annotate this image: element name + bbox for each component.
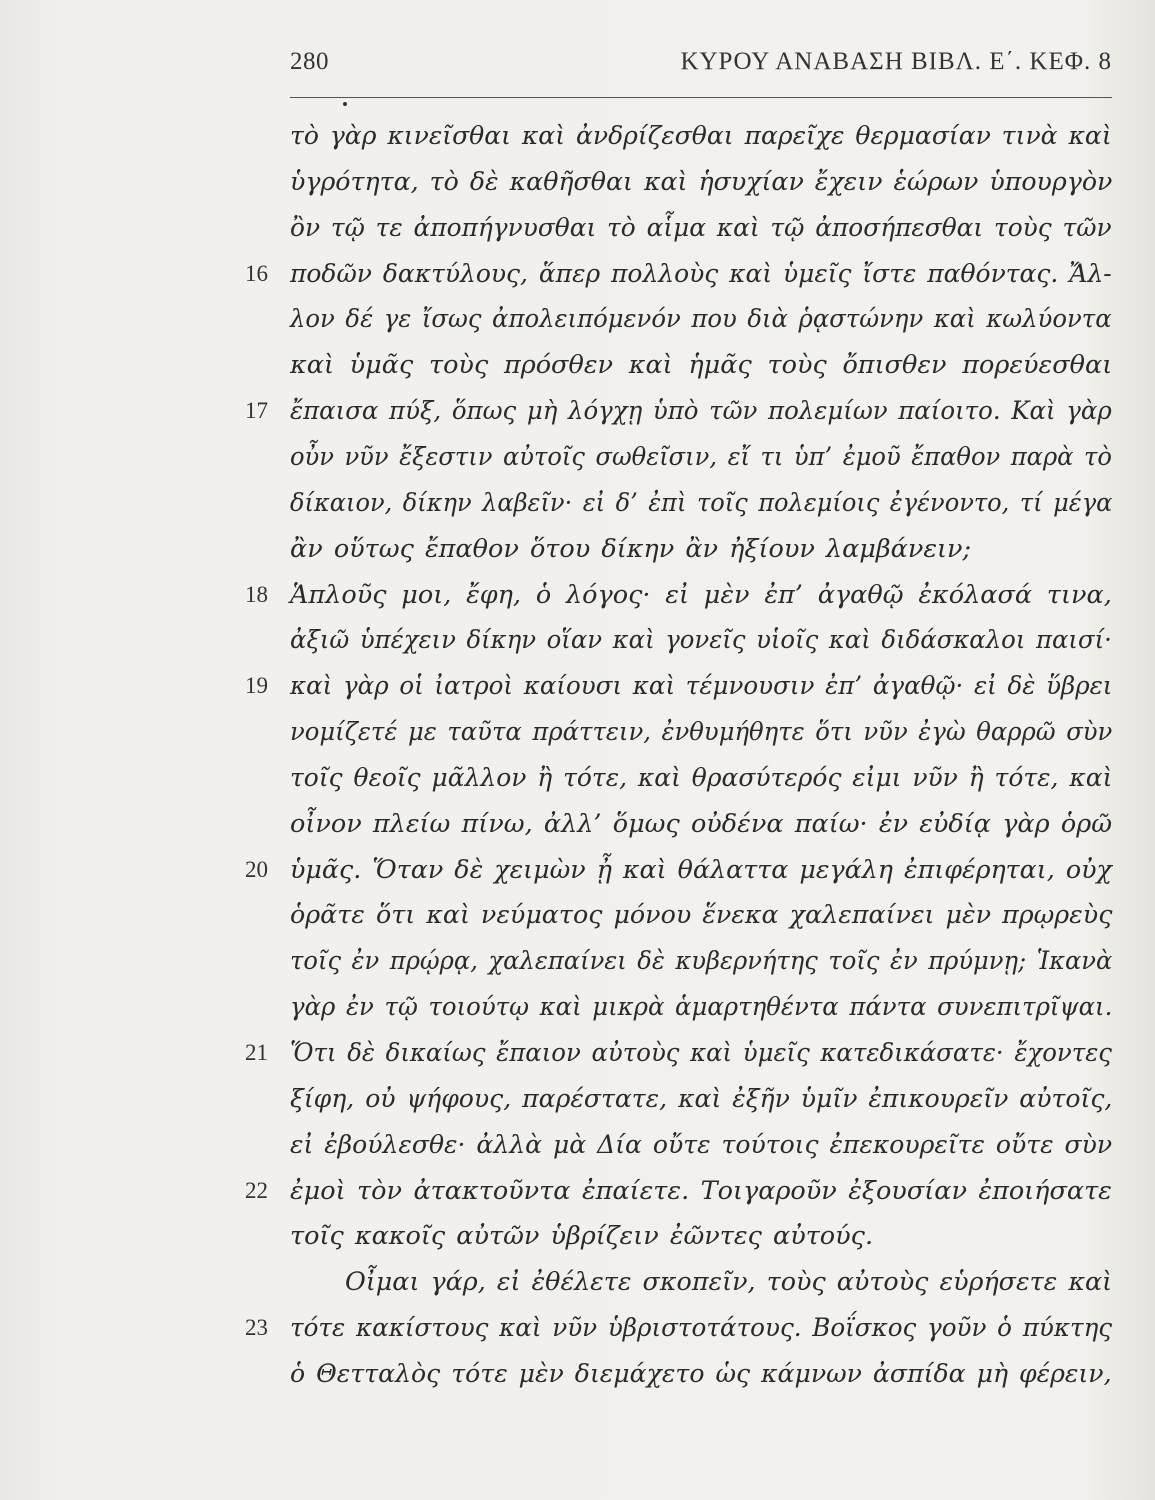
line-text: ὂν τῷ τε ἀποπήγνυσθαι τὸ αἷμα καὶ τῷ ἀποσήπεσθαι τοὺς τῶν (290, 212, 1112, 243)
line-text: ξίφη, οὐ ψήφους, παρέστατε, καὶ ἐξῆν ὑμῖν ἐπικουρεῖν αὐτοῖς, (290, 1083, 1113, 1114)
line-text: οἶνον πλείω πίνω, ἀλλ’ ὅμως οὐδένα παίω· ἐν εὐδίᾳ γὰρ ὁρῶ (290, 808, 1112, 839)
line-text: Ὅτι δὲ δικαίως ἔπαιον αὐτοὺς καὶ ὑμεῖς κατεδικάσατε· ἔχοντες (290, 1038, 1112, 1068)
line-text: τοῖς ἐν πρῴρᾳ, χαλεπαίνει δὲ κυβερνήτης τοῖς ἐν πρύμνῃ; Ἱκανὰ (290, 946, 1113, 977)
line-text: ἀξιῶ ὑπέχειν δίκην οἵαν καὶ γονεῖς υἱοῖς καὶ διδάσκαλοι παισί· (290, 625, 1112, 656)
line-text: ἐμοὶ τὸν ἀτακτοῦντα ἐπαίετε. Τοιγαροῦν ἐξουσίαν ἐποιήσατε (290, 1175, 1112, 1206)
running-head: ΚΥΡΟΥ ΑΝΑΒΑΣΗ ΒΙΒΛ. Ε΄. ΚΕΦ. 8 (680, 48, 1112, 75)
line-text: λον δέ γε ἴσως ἀπολειπόμενόν που διὰ ῥᾳστώνην καὶ κωλύοντα (290, 304, 1112, 335)
line-text: τοῖς κακοῖς αὐτῶν ὑβρίζειν ἐῶντες αὐτούς. (290, 1221, 874, 1252)
line-text: τότε κακίστους καὶ νῦν ὑβριστοτάτους. Βοΐσκος γοῦν ὁ πύκτης (290, 1313, 1113, 1344)
line-text: Οἶμαι γάρ, εἰ ἐθέλετε σκοπεῖν, τοὺς αὐτοὺς εὑρήσετε καὶ (345, 1267, 1113, 1298)
line-text: νομίζετέ με ταῦτα πράττειν, ἐνθυμήθητε ὅτι νῦν ἐγὼ θαρρῶ σὺν (290, 717, 1113, 748)
section-number: 23 (245, 1315, 268, 1341)
section-number: 22 (245, 1177, 268, 1203)
line-text: Ἁπλοῦς μοι, ἔφη, ὁ λόγος· εἰ μὲν ἐπ’ ἀγαθῷ ἐκόλασά τινα, (290, 579, 1112, 610)
page-number: 280 (290, 48, 329, 75)
line-text: καὶ ὑμᾶς τοὺς πρόσθεν καὶ ἡμᾶς τοὺς ὄπισθεν πορεύεσθαι (290, 350, 1113, 381)
line-text: ὁρᾶτε ὅτι καὶ νεύματος μόνου ἕνεκα χαλεπαίνει μὲν πρῳρεὺς (290, 900, 1113, 931)
line-text: ποδῶν δακτύλους, ἅπερ πολλοὺς καὶ ὑμεῖς ἴστε παθόντας. Ἄλ- (290, 258, 1112, 289)
line-text: οὖν νῦν ἔξεστιν αὐτοῖς σωθεῖσιν, εἴ τι ὑπ’ ἐμοῦ ἔπαθον παρὰ τὸ (290, 441, 1112, 472)
line-text: καὶ γὰρ οἱ ἰατροὶ καίουσι καὶ τέμνουσιν ἐπ’ ἀγαθῷ· εἰ δὲ ὕβρει (290, 671, 1113, 702)
line-text: δίκαιον, δίκην λαβεῖν· εἰ δ’ ἐπὶ τοῖς πολεμίοις ἐγένοντο, τί μέγα (290, 487, 1113, 518)
line-text: ὑγρότητα, τὸ δὲ καθῆσθαι καὶ ἡσυχίαν ἔχειν ἑώρων ὑπουργὸν (290, 166, 1113, 197)
line-text: γὰρ ἐν τῷ τοιούτῳ καὶ μικρὰ ἁμαρτηθέντα πάντα συνεπιτρῖψαι. (290, 992, 1113, 1023)
line-text: ὁ Θετταλὸς τότε μὲν διεμάχετο ὡς κάμνων ἀσπίδα μὴ φέρειν, (290, 1358, 1112, 1389)
line-text: τοῖς θεοῖς μᾶλλον ἢ τότε, καὶ θρασύτερός εἰμι νῦν ἢ τότε, καὶ (290, 762, 1113, 793)
line-text: ὑμᾶς. Ὅταν δὲ χειμὼν ᾖ καὶ θάλαττα μεγάλη ἐπιφέρηται, οὐχ (290, 854, 1112, 885)
section-number: 20 (245, 856, 268, 882)
line-text: τὸ γὰρ κινεῖσθαι καὶ ἀνδρίζεσθαι παρεῖχε θερμασίαν τινὰ καὶ (290, 121, 1112, 151)
text-line (0, 1346, 1155, 1402)
line-text: εἰ ἐβούλεσθε· ἀλλὰ μὰ Δία οὔτε τούτοις ἐπεκουρεῖτε οὔτε σὺν (290, 1129, 1113, 1160)
line-text: ἔπαισα πύξ, ὅπως μὴ λόγχῃ ὑπὸ τῶν πολεμίων παίοιτο. Καὶ γὰρ (290, 396, 1112, 427)
section-number: 19 (245, 673, 268, 699)
section-number: 16 (245, 260, 268, 286)
section-number: 21 (245, 1040, 268, 1065)
section-number: 18 (245, 581, 268, 607)
section-number: 17 (245, 398, 268, 424)
line-text: ἂν οὕτως ἔπαθον ὅτου δίκην ἂν ἠξίουν λαμβάνειν; (290, 533, 972, 564)
